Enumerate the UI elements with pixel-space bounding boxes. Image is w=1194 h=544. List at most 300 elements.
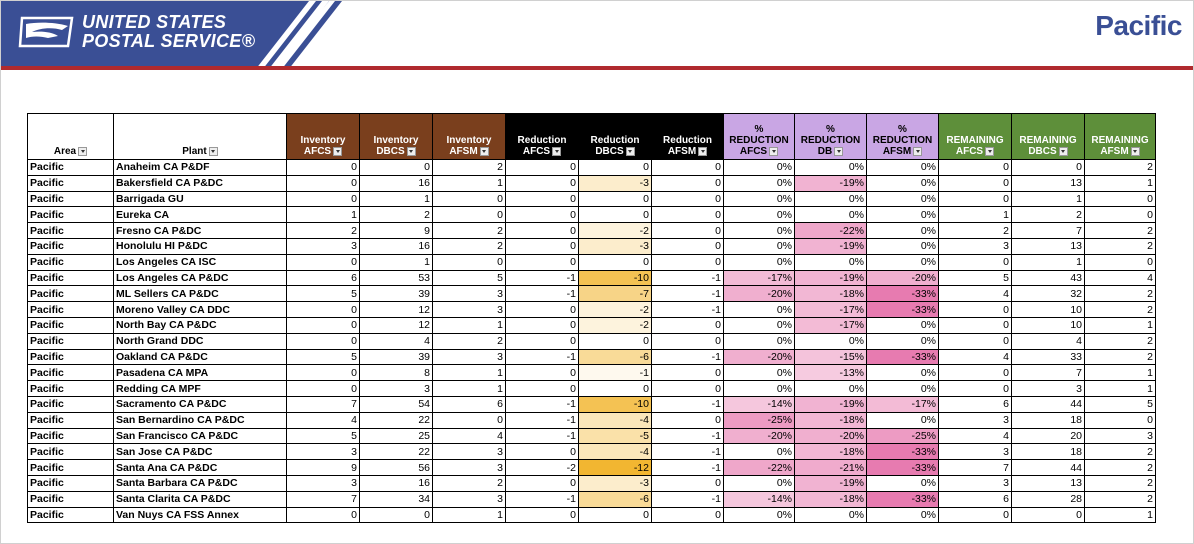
column-header-label: Reduction (517, 135, 567, 146)
value-cell: -12 (579, 460, 652, 476)
value-cell: -2 (506, 460, 579, 476)
plant-cell: North Grand DDC (114, 333, 287, 349)
value-cell: -19% (795, 270, 867, 286)
value-cell: -19% (795, 396, 867, 412)
value-cell: 0 (1085, 254, 1156, 270)
value-cell: 0 (287, 507, 360, 523)
column-header[interactable] (795, 114, 867, 160)
value-cell: 5 (433, 270, 506, 286)
value-cell: -17% (724, 270, 795, 286)
filter-dropdown-icon[interactable] (1131, 147, 1140, 156)
value-cell: 2 (433, 475, 506, 491)
value-cell: 0 (506, 238, 579, 254)
pacific-table-container (27, 113, 1156, 523)
value-cell: 0 (506, 365, 579, 381)
value-cell: 0% (867, 254, 939, 270)
filter-dropdown-icon[interactable] (333, 147, 342, 156)
value-cell: 1 (1085, 175, 1156, 191)
value-cell: 13 (1012, 175, 1085, 191)
value-cell: -1 (506, 396, 579, 412)
value-cell: -33% (867, 349, 939, 365)
area-cell: Pacific (28, 302, 114, 318)
value-cell: 2 (287, 223, 360, 239)
value-cell: 0 (652, 381, 724, 397)
column-header-label: AFSM (667, 146, 697, 157)
value-cell: 0 (939, 507, 1012, 523)
value-cell: 4 (939, 286, 1012, 302)
column-header[interactable] (1085, 114, 1156, 160)
column-header-label: DBCS (376, 146, 405, 157)
value-cell: -3 (579, 475, 652, 491)
column-header[interactable] (867, 114, 939, 160)
value-cell: 1 (1012, 191, 1085, 207)
table-header-row (28, 114, 1156, 160)
value-cell: -19% (795, 175, 867, 191)
value-cell: 43 (1012, 270, 1085, 286)
value-cell: 1 (433, 317, 506, 333)
value-cell: 0% (795, 254, 867, 270)
value-cell: 0 (652, 207, 724, 223)
value-cell: 0 (287, 317, 360, 333)
area-cell: Pacific (28, 286, 114, 302)
column-header-label: REDUCTION (800, 135, 861, 146)
value-cell: -2 (579, 223, 652, 239)
value-cell: 2 (1085, 302, 1156, 318)
filter-dropdown-icon[interactable] (480, 147, 489, 156)
column-header-label: AFSM (882, 146, 912, 157)
value-cell: 6 (939, 396, 1012, 412)
value-cell: -14% (724, 396, 795, 412)
value-cell: 0% (867, 223, 939, 239)
column-header-label: Inventory (446, 135, 492, 146)
column-header[interactable] (114, 114, 287, 160)
value-cell: 1 (1085, 381, 1156, 397)
value-cell: 3 (433, 460, 506, 476)
value-cell: 34 (360, 491, 433, 507)
value-cell: 4 (360, 333, 433, 349)
value-cell: -19% (795, 238, 867, 254)
value-cell: -4 (579, 412, 652, 428)
value-cell: 0 (506, 207, 579, 223)
value-cell: -3 (579, 238, 652, 254)
column-header-label: AFSM (449, 146, 478, 157)
area-cell: Pacific (28, 396, 114, 412)
value-cell: 3 (939, 238, 1012, 254)
column-header-label: AFCS (303, 146, 332, 157)
value-cell: 53 (360, 270, 433, 286)
value-cell: 0 (939, 160, 1012, 176)
value-cell: 0 (287, 302, 360, 318)
value-cell: -20% (795, 428, 867, 444)
value-cell: 5 (939, 270, 1012, 286)
value-cell: 0 (287, 254, 360, 270)
column-header[interactable] (28, 114, 114, 160)
value-cell: 2 (1012, 207, 1085, 223)
value-cell: 1 (433, 381, 506, 397)
value-cell: -1 (506, 349, 579, 365)
column-header-label: AFCS (955, 146, 984, 157)
value-cell: 4 (433, 428, 506, 444)
header-rule (0, 66, 1194, 70)
value-cell: 0 (287, 160, 360, 176)
value-cell: -17% (795, 317, 867, 333)
value-cell: -1 (652, 460, 724, 476)
value-cell: 3 (1012, 381, 1085, 397)
value-cell: 1 (1085, 507, 1156, 523)
value-cell: -14% (724, 491, 795, 507)
table-row (28, 444, 1156, 460)
area-cell: Pacific (28, 491, 114, 507)
value-cell: -22% (795, 223, 867, 239)
value-cell: 0 (652, 412, 724, 428)
value-cell: 3 (433, 444, 506, 460)
value-cell: 0% (867, 507, 939, 523)
value-cell: 33 (1012, 349, 1085, 365)
value-cell: 3 (433, 302, 506, 318)
filter-dropdown-icon[interactable] (834, 147, 843, 156)
value-cell: 0 (939, 254, 1012, 270)
value-cell: 0% (867, 317, 939, 333)
table-row (28, 191, 1156, 207)
value-cell: 2 (433, 238, 506, 254)
value-cell: 1 (1085, 317, 1156, 333)
value-cell: 25 (360, 428, 433, 444)
value-cell: 0 (579, 207, 652, 223)
column-header[interactable] (1012, 114, 1085, 160)
value-cell: 0 (579, 160, 652, 176)
value-cell: -18% (795, 444, 867, 460)
value-cell: -1 (652, 428, 724, 444)
area-cell: Pacific (28, 349, 114, 365)
plant-cell: Los Angeles CA ISC (114, 254, 287, 270)
column-header-label: Plant (182, 146, 207, 157)
plant-cell: Van Nuys CA FSS Annex (114, 507, 287, 523)
value-cell: -1 (652, 444, 724, 460)
plant-cell: Santa Barbara CA P&DC (114, 475, 287, 491)
value-cell: -33% (867, 491, 939, 507)
table-row (28, 207, 1156, 223)
column-header[interactable] (360, 114, 433, 160)
value-cell: 5 (287, 286, 360, 302)
value-cell: 6 (287, 270, 360, 286)
value-cell: 39 (360, 349, 433, 365)
value-cell: 2 (433, 333, 506, 349)
value-cell: 54 (360, 396, 433, 412)
table-row (28, 333, 1156, 349)
column-header[interactable] (939, 114, 1012, 160)
filter-dropdown-icon[interactable] (698, 147, 707, 156)
area-cell: Pacific (28, 160, 114, 176)
area-cell: Pacific (28, 507, 114, 523)
value-cell: 0 (506, 160, 579, 176)
value-cell: 18 (1012, 444, 1085, 460)
value-cell: -6 (579, 491, 652, 507)
table-row (28, 254, 1156, 270)
table-row (28, 223, 1156, 239)
value-cell: 0 (1085, 207, 1156, 223)
value-cell: 3 (287, 444, 360, 460)
value-cell: 6 (433, 396, 506, 412)
value-cell: 2 (1085, 460, 1156, 476)
value-cell: 3 (287, 238, 360, 254)
value-cell: 7 (287, 396, 360, 412)
value-cell: -33% (867, 286, 939, 302)
value-cell: 16 (360, 238, 433, 254)
value-cell: -10 (579, 270, 652, 286)
value-cell: 1 (287, 207, 360, 223)
filter-dropdown-icon[interactable] (1059, 147, 1068, 156)
value-cell: 0 (506, 254, 579, 270)
value-cell: 3 (1085, 428, 1156, 444)
value-cell: 0 (287, 365, 360, 381)
value-cell: 0% (795, 381, 867, 397)
value-cell: 0 (506, 191, 579, 207)
value-cell: 3 (433, 491, 506, 507)
value-cell: 0 (506, 302, 579, 318)
value-cell: 0% (724, 317, 795, 333)
value-cell: -33% (867, 444, 939, 460)
plant-cell: Eureka CA (114, 207, 287, 223)
value-cell: -19% (795, 475, 867, 491)
value-cell: 16 (360, 475, 433, 491)
plant-cell: Redding CA MPF (114, 381, 287, 397)
value-cell: 9 (287, 460, 360, 476)
table-row (28, 428, 1156, 444)
value-cell: 0 (287, 175, 360, 191)
value-cell: -7 (579, 286, 652, 302)
area-cell: Pacific (28, 365, 114, 381)
table-row (28, 396, 1156, 412)
value-cell: 0 (506, 175, 579, 191)
filter-dropdown-icon[interactable] (407, 147, 416, 156)
value-cell: 39 (360, 286, 433, 302)
value-cell: 1 (939, 207, 1012, 223)
value-cell: -3 (579, 175, 652, 191)
plant-cell: Barrigada GU (114, 191, 287, 207)
value-cell: 0% (795, 191, 867, 207)
filter-dropdown-icon[interactable] (985, 147, 994, 156)
value-cell: 0 (287, 333, 360, 349)
filter-applied-icon[interactable] (78, 147, 87, 156)
column-header-label: REMAINING (1091, 135, 1149, 146)
value-cell: -1 (579, 365, 652, 381)
value-cell: -2 (579, 302, 652, 318)
value-cell: 5 (287, 349, 360, 365)
value-cell: 0 (652, 238, 724, 254)
value-cell: -20% (724, 349, 795, 365)
org-name (82, 13, 255, 51)
value-cell: 0 (652, 317, 724, 333)
value-cell: 0 (939, 191, 1012, 207)
value-cell: 44 (1012, 460, 1085, 476)
pacific-inventory-table (27, 113, 1156, 523)
value-cell: 4 (939, 349, 1012, 365)
value-cell: 0% (724, 381, 795, 397)
value-cell: 3 (360, 381, 433, 397)
value-cell: -18% (795, 286, 867, 302)
column-header-label: AFCS (739, 146, 768, 157)
value-cell: 0 (652, 333, 724, 349)
value-cell: 0 (433, 412, 506, 428)
filter-dropdown-icon[interactable] (913, 147, 922, 156)
value-cell: 2 (360, 207, 433, 223)
value-cell: 0% (867, 412, 939, 428)
value-cell: 0 (506, 475, 579, 491)
value-cell: 13 (1012, 238, 1085, 254)
value-cell: 3 (433, 286, 506, 302)
value-cell: 0% (867, 475, 939, 491)
area-cell: Pacific (28, 270, 114, 286)
value-cell: -1 (652, 286, 724, 302)
value-cell: 0 (939, 365, 1012, 381)
value-cell: 7 (939, 460, 1012, 476)
value-cell: 0 (506, 381, 579, 397)
column-header-label: DBCS (1028, 146, 1057, 157)
value-cell: -25% (867, 428, 939, 444)
value-cell: 28 (1012, 491, 1085, 507)
column-header-label: Inventory (300, 135, 346, 146)
value-cell: 3 (939, 444, 1012, 460)
table-row (28, 507, 1156, 523)
plant-cell: ML Sellers CA P&DC (114, 286, 287, 302)
area-cell: Pacific (28, 207, 114, 223)
column-header[interactable] (287, 114, 360, 160)
area-cell: Pacific (28, 191, 114, 207)
value-cell: 0% (867, 333, 939, 349)
area-cell: Pacific (28, 460, 114, 476)
column-header[interactable] (506, 114, 579, 160)
value-cell: 0% (724, 160, 795, 176)
value-cell: 0 (579, 191, 652, 207)
value-cell: 2 (1085, 333, 1156, 349)
value-cell: -6 (579, 349, 652, 365)
value-cell: 0% (724, 207, 795, 223)
filter-dropdown-icon[interactable] (769, 147, 778, 156)
table-row (28, 270, 1156, 286)
value-cell: 0 (652, 160, 724, 176)
value-cell: 0 (433, 207, 506, 223)
value-cell: 32 (1012, 286, 1085, 302)
value-cell: 22 (360, 444, 433, 460)
value-cell: 4 (1085, 270, 1156, 286)
value-cell: 0% (867, 381, 939, 397)
value-cell: 2 (1085, 491, 1156, 507)
value-cell: 1 (433, 175, 506, 191)
value-cell: 1 (433, 365, 506, 381)
column-header[interactable] (433, 114, 506, 160)
column-header-label: AFCS (522, 146, 551, 157)
plant-cell: Fresno CA P&DC (114, 223, 287, 239)
value-cell: 0% (724, 365, 795, 381)
value-cell: -1 (652, 349, 724, 365)
column-header[interactable] (652, 114, 724, 160)
table-row (28, 491, 1156, 507)
value-cell: 0% (724, 175, 795, 191)
table-row (28, 302, 1156, 318)
column-header-label: % (898, 124, 907, 135)
value-cell: 1 (433, 507, 506, 523)
value-cell: 0 (939, 175, 1012, 191)
value-cell: 4 (939, 428, 1012, 444)
value-cell: -18% (795, 491, 867, 507)
value-cell: 3 (433, 349, 506, 365)
value-cell: 0 (287, 191, 360, 207)
value-cell: 0 (652, 175, 724, 191)
value-cell: 0 (506, 223, 579, 239)
value-cell: 0% (867, 207, 939, 223)
value-cell: 0% (724, 475, 795, 491)
value-cell: 0% (724, 333, 795, 349)
column-header-label: Area (53, 146, 77, 157)
value-cell: 0 (652, 365, 724, 381)
filter-dropdown-icon[interactable] (626, 147, 635, 156)
table-row (28, 286, 1156, 302)
value-cell: 18 (1012, 412, 1085, 428)
value-cell: 9 (360, 223, 433, 239)
value-cell: 2 (1085, 160, 1156, 176)
value-cell: 0 (360, 507, 433, 523)
value-cell: 0% (867, 160, 939, 176)
org-name-line1: UNITED STATES (82, 12, 227, 32)
area-cell: Pacific (28, 444, 114, 460)
value-cell: 56 (360, 460, 433, 476)
value-cell: 0 (652, 191, 724, 207)
column-header-label: DB (817, 146, 833, 157)
table-row (28, 317, 1156, 333)
value-cell: 0 (287, 381, 360, 397)
area-cell: Pacific (28, 175, 114, 191)
value-cell: -33% (867, 302, 939, 318)
value-cell: 0 (433, 191, 506, 207)
value-cell: 0 (579, 381, 652, 397)
value-cell: 2 (433, 223, 506, 239)
value-cell: 0 (579, 507, 652, 523)
value-cell: -1 (652, 270, 724, 286)
value-cell: 0% (724, 254, 795, 270)
value-cell: 2 (433, 160, 506, 176)
column-header-label: REMAINING (946, 135, 1004, 146)
value-cell: -1 (506, 428, 579, 444)
value-cell: -4 (579, 444, 652, 460)
value-cell: -1 (506, 412, 579, 428)
column-header-label: Reduction (663, 135, 712, 146)
filter-dropdown-icon[interactable] (552, 147, 561, 156)
filter-dropdown-icon[interactable] (209, 147, 218, 156)
value-cell: -18% (795, 412, 867, 428)
column-header-label: DBCS (595, 146, 624, 157)
column-header[interactable] (724, 114, 795, 160)
plant-cell: Anaheim CA P&DF (114, 160, 287, 176)
value-cell: -1 (652, 491, 724, 507)
value-cell: -5 (579, 428, 652, 444)
value-cell: 0 (579, 333, 652, 349)
value-cell: 4 (287, 412, 360, 428)
plant-cell: Sacramento CA P&DC (114, 396, 287, 412)
value-cell: 0% (795, 207, 867, 223)
value-cell: -20% (724, 428, 795, 444)
column-header-label: Inventory (373, 135, 419, 146)
table-row (28, 238, 1156, 254)
plant-cell: Honolulu HI P&DC (114, 238, 287, 254)
value-cell: 7 (287, 491, 360, 507)
value-cell: 12 (360, 302, 433, 318)
plant-cell: Pasadena CA MPA (114, 365, 287, 381)
column-header[interactable] (579, 114, 652, 160)
area-cell: Pacific (28, 381, 114, 397)
column-header-label: Reduction (590, 135, 640, 146)
table-row (28, 365, 1156, 381)
header-banner (0, 0, 1194, 66)
